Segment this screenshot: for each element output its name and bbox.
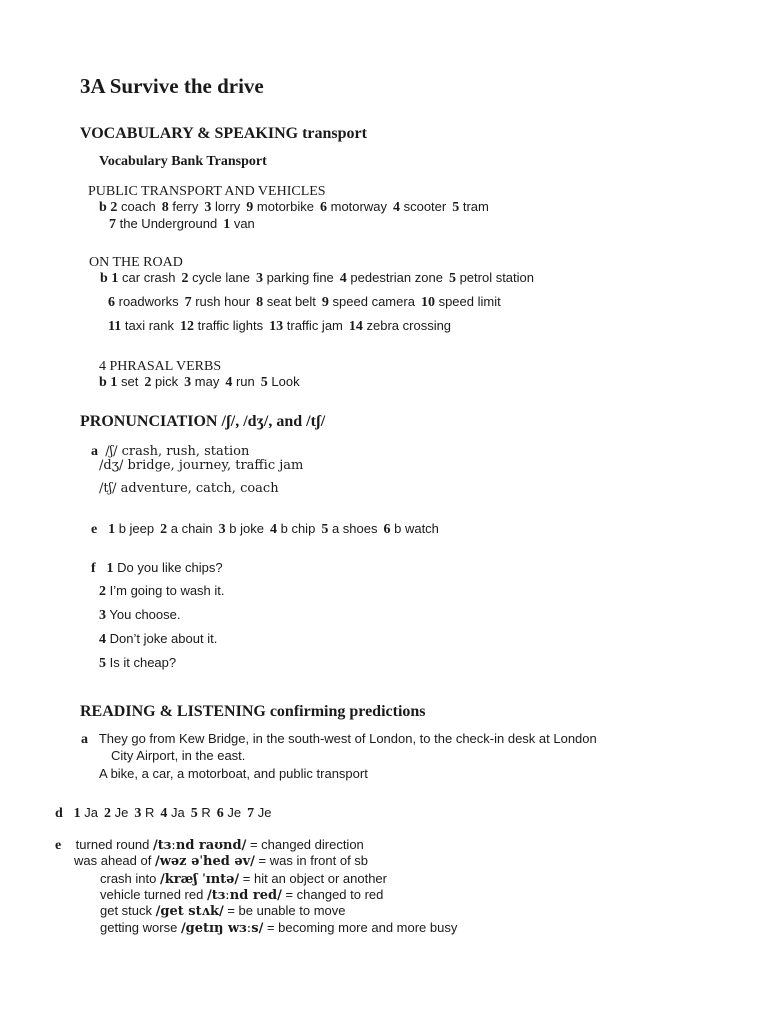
numbered-item [225, 374, 254, 391]
item-number: 13 [269, 319, 284, 334]
item-text: motorbike [256, 199, 314, 214]
numbered-item [452, 199, 489, 216]
item-number: 6 [383, 522, 391, 537]
phrase-text: crash into [100, 871, 160, 886]
on-the-road-row-3 [108, 318, 457, 335]
pron-f-line-4 [99, 631, 217, 648]
numbered-item [340, 270, 443, 287]
numbered-item [160, 805, 184, 822]
phrase-text: vehicle turned red [100, 887, 207, 902]
item-text: traffic jam [286, 318, 343, 333]
numbered-item [184, 374, 219, 391]
numbered-item [321, 521, 377, 538]
numbered-item [223, 216, 255, 233]
item-number: 1 [108, 522, 116, 537]
section-heading: VOCABULARY & SPEAKING [80, 125, 299, 142]
numbered-item [217, 805, 241, 822]
phonetic: /wəz əˈhed əv/ [154, 854, 255, 869]
item-number: 1 [73, 806, 81, 821]
numbered-item [162, 199, 199, 216]
reading-e-line-6 [100, 920, 457, 937]
pron-f-line-3 [99, 607, 180, 624]
numbered-item [246, 199, 314, 216]
numbered-item [247, 805, 271, 822]
public-transport-row-2 [109, 216, 261, 233]
reading-e-line-5 [100, 903, 345, 920]
item-text: ferry [172, 199, 199, 214]
numbered-item [191, 805, 211, 822]
item-text: motorway [330, 199, 387, 214]
item-number: 2 [99, 584, 106, 599]
item-label: d [55, 806, 63, 821]
item-number: 11 [108, 319, 122, 334]
item-number: 5 [99, 656, 106, 671]
phonetic: /tɜːnd raʊnd/ [153, 838, 247, 853]
item-text: pick [155, 374, 179, 389]
item-number: 5 [190, 806, 198, 821]
item-text: Do you like chips? [117, 560, 223, 575]
numbered-item [219, 521, 264, 538]
numbered-item [74, 805, 98, 822]
item-text: Look [271, 374, 300, 389]
phonetic: /getɪŋ wɜːs/ [180, 921, 264, 936]
item-text: tram [462, 199, 489, 214]
definition: = was in front of sb [254, 853, 369, 868]
item-number: 4 [339, 271, 347, 286]
pronunciation-heading: PRONUNCIATION /ʃ/, /dʒ/, and /tʃ/ [80, 413, 326, 430]
item-text: b joke [229, 521, 264, 536]
on-the-road-heading: ON THE ROAD [89, 255, 183, 270]
reading-d-line [55, 805, 277, 822]
item-label: e [91, 522, 98, 537]
numbered-item [111, 270, 175, 287]
section-topic: confirming predictions [269, 703, 426, 720]
phonetic: /kræʃ ˈɪntə/ [159, 872, 240, 887]
item-text: run [235, 374, 255, 389]
item-text: lorry [215, 199, 241, 214]
item-label: f [91, 561, 96, 576]
item-text: I’m going to wash it. [109, 583, 225, 598]
phrasal-verbs-heading: 4 PHRASAL VERBS [99, 359, 222, 374]
item-text: coach [121, 199, 156, 214]
numbered-item [185, 294, 251, 311]
page-title: 3A Survive the drive [80, 74, 264, 98]
numbered-item [182, 270, 250, 287]
item-number: 5 [260, 375, 268, 390]
numbered-item [108, 294, 179, 311]
numbered-item [383, 521, 438, 538]
item-text: set [121, 374, 139, 389]
item-text: b watch [394, 521, 439, 536]
item-number: 2 [181, 271, 189, 286]
item-text: Je [227, 805, 242, 820]
reading-a-line-2: City Airport, in the east. [111, 748, 246, 763]
item-number: 4 [225, 375, 233, 390]
item-number: 10 [420, 295, 435, 310]
item-label: b [99, 200, 107, 215]
numbered-item [393, 199, 446, 216]
item-text: R [201, 805, 211, 820]
item-label: a [81, 732, 88, 747]
item-number: 2 [144, 375, 152, 390]
item-number: 1 [223, 217, 231, 232]
numbered-item [134, 805, 154, 822]
item-number: 7 [109, 217, 116, 232]
item-label: e [55, 838, 62, 853]
vocabulary-bank-label: Vocabulary Bank Transport [99, 154, 267, 169]
phrasal-verbs-row-1 [99, 374, 306, 391]
numbered-item [256, 270, 334, 287]
numbered-item [449, 270, 534, 287]
item-text: the Underground [119, 216, 218, 231]
pron-e-line [91, 521, 445, 538]
pron-a-line-2: /dʒ/ bridge, journey, traffic jam [99, 458, 304, 473]
section-topic: transport [302, 125, 367, 142]
on-the-road-row-1 [100, 270, 540, 287]
item-text: zebra crossing [366, 318, 452, 333]
numbered-item [104, 805, 128, 822]
item-number: 7 [184, 295, 192, 310]
pron-a-text: /ʃ/ crash, rush, station [105, 444, 250, 459]
numbered-item [320, 199, 387, 216]
numbered-item [322, 294, 415, 311]
item-number: 1 [106, 561, 114, 576]
item-text: speed limit [438, 294, 501, 309]
numbered-item [108, 318, 174, 335]
item-text: traffic lights [197, 318, 264, 333]
item-text: rush hour [195, 294, 251, 309]
definition: = be unable to move [223, 903, 346, 918]
definition: = hit an object or another [239, 871, 387, 886]
numbered-item [349, 318, 451, 335]
reading-listening-heading [80, 702, 426, 722]
item-number: 4 [160, 806, 168, 821]
item-number: 9 [321, 295, 329, 310]
item-text: a shoes [331, 521, 378, 536]
numbered-item [108, 521, 154, 538]
phrase-text: get stuck [100, 903, 156, 918]
item-label: a [91, 444, 98, 459]
item-label: b [100, 271, 108, 286]
numbered-item [144, 374, 178, 391]
item-text: speed camera [332, 294, 415, 309]
definition: = becoming more and more busy [263, 920, 458, 935]
reading-e-line-1 [55, 837, 364, 854]
public-transport-row-1 [99, 199, 495, 216]
item-text: R [144, 805, 155, 820]
item-text: Don’t joke about it. [109, 631, 218, 646]
item-text: parking fine [266, 270, 334, 285]
numbered-item [261, 374, 300, 391]
numbered-item [110, 374, 138, 391]
item-number: 3 [99, 608, 106, 623]
item-number: 4 [99, 632, 106, 647]
item-number: 6 [319, 200, 327, 215]
item-text: taxi rank [124, 318, 174, 333]
item-text: roadworks [118, 294, 179, 309]
item-text: van [233, 216, 255, 231]
reading-a-line-3: A bike, a car, a motorboat, and public transport [99, 766, 368, 781]
numbered-item [269, 318, 343, 335]
pron-f-line-5 [99, 655, 176, 672]
item-label: b [99, 375, 107, 390]
item-number: 1 [111, 271, 119, 286]
reading-e-line-2 [74, 853, 368, 870]
item-text: pedestrian zone [350, 270, 443, 285]
item-number: 6 [108, 295, 115, 310]
item-number: 1 [110, 375, 118, 390]
numbered-item [109, 216, 217, 233]
item-number: 3 [218, 522, 226, 537]
item-number: 5 [452, 200, 460, 215]
item-text: petrol station [459, 270, 534, 285]
item-number: 3 [204, 200, 212, 215]
item-text: seat belt [266, 294, 316, 309]
item-text: may [194, 374, 220, 389]
item-number: 5 [321, 522, 329, 537]
pron-f-line-2 [99, 583, 225, 600]
item-text: cycle lane [192, 270, 250, 285]
item-text: Ja [171, 805, 185, 820]
item-number: 2 [160, 522, 168, 537]
item-text: Je [114, 805, 129, 820]
item-number: 2 [104, 806, 111, 821]
item-text: Is it cheap? [109, 655, 177, 670]
item-number: 9 [246, 200, 254, 215]
on-the-road-row-2 [108, 294, 507, 311]
numbered-item [110, 199, 155, 216]
item-number: 2 [110, 200, 118, 215]
phonetic: /tɜːnd red/ [206, 888, 282, 903]
public-transport-heading: PUBLIC TRANSPORT AND VEHICLES [88, 184, 326, 199]
item-text: They go from Kew Bridge, in the south-west of London, to the check-in desk at London [98, 731, 597, 746]
item-number: 12 [180, 319, 194, 334]
item-number: 4 [392, 200, 400, 215]
item-number: 8 [161, 200, 169, 215]
phrase-text: was ahead of [74, 853, 155, 868]
numbered-item [421, 294, 501, 311]
item-number: 8 [256, 295, 264, 310]
numbered-item [180, 318, 263, 335]
phrase-text: turned round [75, 837, 154, 852]
phrase-text: getting worse [100, 920, 181, 935]
numbered-item [160, 521, 213, 538]
item-text: b chip [280, 521, 316, 536]
item-number: 7 [247, 806, 255, 821]
reading-e-line-3 [100, 871, 387, 888]
numbered-item [256, 294, 316, 311]
item-number: 3 [134, 806, 142, 821]
item-number: 5 [448, 271, 456, 286]
section-heading: READING & LISTENING [80, 703, 266, 720]
item-text: You choose. [109, 607, 181, 622]
item-text: b jeep [118, 521, 155, 536]
reading-e-line-4 [100, 887, 383, 904]
vocabulary-speaking-heading [80, 124, 367, 144]
item-text: scooter [403, 199, 447, 214]
pron-a-line-3: /tʃ/ adventure, catch, coach [99, 481, 279, 496]
phonetic: /get stʌk/ [155, 904, 224, 919]
item-text: a chain [170, 521, 213, 536]
item-number: 3 [184, 375, 192, 390]
item-number: 14 [348, 319, 363, 334]
item-text: car crash [122, 270, 176, 285]
item-text: Ja [84, 805, 98, 820]
numbered-item [204, 199, 240, 216]
definition: = changed to red [281, 887, 384, 902]
item-text: Je [257, 805, 272, 820]
definition: = changed direction [246, 837, 364, 852]
pron-f-line-1 [91, 560, 229, 577]
numbered-item [270, 521, 315, 538]
item-number: 6 [216, 806, 224, 821]
item-number: 3 [255, 271, 263, 286]
item-number: 4 [269, 522, 277, 537]
reading-a-line-1 [81, 731, 597, 748]
